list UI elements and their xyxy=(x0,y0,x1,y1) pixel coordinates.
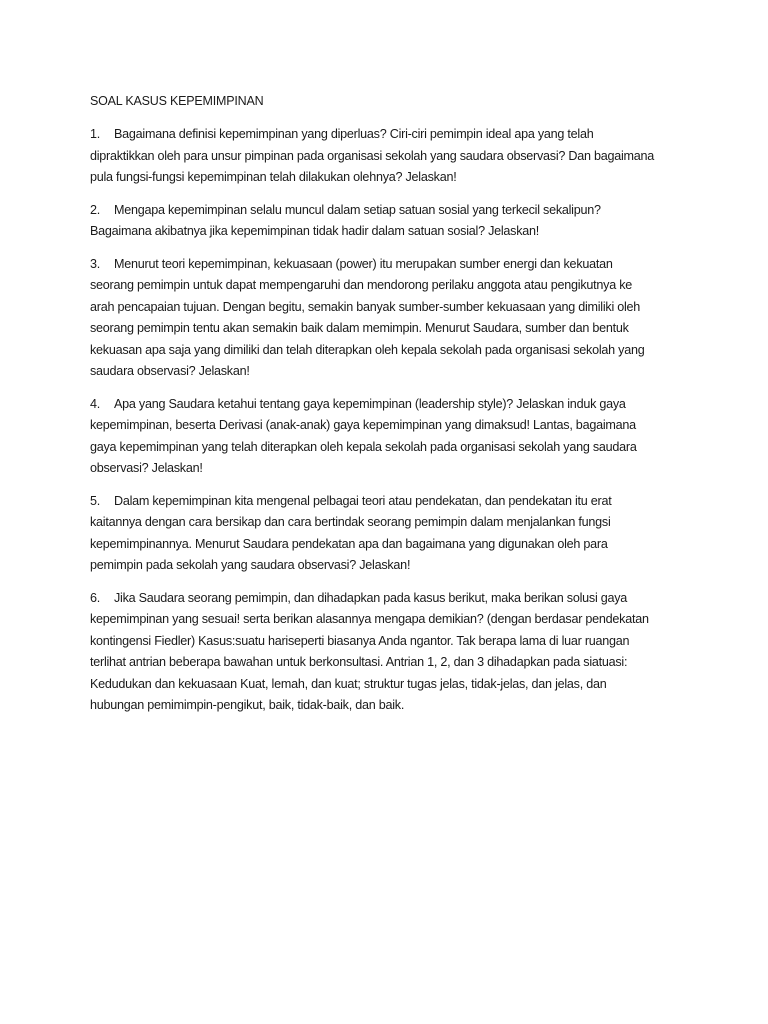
question-number: 4. xyxy=(90,396,101,411)
question-text: Bagaimana definisi kepemimpinan yang diperluas? Ciri-ciri pemimpin ideal apa yang telah xyxy=(114,127,594,141)
question-number: 6. xyxy=(90,590,101,605)
document-title: SOAL KASUS KEPEMIMPINAN xyxy=(90,94,264,108)
question-text: saudara observasi? Jelaskan! xyxy=(90,364,250,378)
question-line xyxy=(90,512,710,534)
question-text: observasi? Jelaskan! xyxy=(90,461,203,475)
question-line xyxy=(90,124,710,146)
question-line xyxy=(90,609,710,631)
question-2 xyxy=(90,200,710,243)
question-line xyxy=(90,340,710,362)
question-5 xyxy=(90,491,710,577)
question-line xyxy=(90,394,710,416)
question-line xyxy=(90,254,710,276)
question-line xyxy=(90,631,710,653)
question-text: Kedudukan dan kekuasaan Kuat, lemah, dan kuat; struktur tugas jelas, tidak-jelas, dan jelas, dan xyxy=(90,676,607,691)
question-line xyxy=(90,221,710,243)
question-line xyxy=(90,588,710,610)
question-line xyxy=(90,534,710,556)
document-page xyxy=(90,92,710,728)
question-text: kekuasan apa saja yang dimiliki dan telah diterapkan oleh kepala sekolah pada organisasi sekolah yang xyxy=(90,342,645,357)
question-text: kaitannya dengan cara bersikap dan cara bertindak seorang pemimpin dalam menjalankan fungsi xyxy=(90,515,611,529)
question-number: 2. xyxy=(90,202,101,217)
question-line xyxy=(90,415,710,437)
question-line xyxy=(90,695,710,717)
question-text: Mengapa kepemimpinan selalu muncul dalam setiap satuan sosial yang terkecil sekalipun? xyxy=(114,202,601,217)
question-line xyxy=(90,437,710,459)
question-line xyxy=(90,275,710,297)
question-text: seorang pemimpin tentu akan semakin baik dalam memimpin. Menurut Saudara, sumber dan bentuk xyxy=(90,321,629,335)
question-text: pemimpin pada sekolah yang saudara observasi? Jelaskan! xyxy=(90,558,411,572)
question-line xyxy=(90,167,710,189)
question-line xyxy=(90,318,710,340)
question-line xyxy=(90,458,710,480)
question-number: 5. xyxy=(90,493,101,508)
question-text: gaya kepemimpinan yang telah diterapkan oleh kepala sekolah pada organisasi sekolah yang saudara xyxy=(90,439,637,454)
question-text: Bagaimana akibatnya jika kepemimpinan tidak hadir dalam satuan sosial? Jelaskan! xyxy=(90,224,540,238)
question-text: Jika Saudara seorang pemimpin, dan dihadapkan pada kasus berikut, maka berikan solusi gaya xyxy=(114,590,628,605)
question-text: Menurut teori kepemimpinan, kekuasaan (power) itu merupakan sumber energi dan kekuatan xyxy=(114,256,613,271)
question-line xyxy=(90,674,710,696)
question-line xyxy=(90,555,710,577)
question-text: seorang pemimpin untuk dapat mempengaruhi dan mendorong perilaku anggota atau pengikutnya ke xyxy=(90,278,633,292)
question-line xyxy=(90,146,710,168)
question-text: dipraktikkan oleh para unsur pimpinan pada organisasi sekolah yang saudara observasi? Dan bagaimana xyxy=(90,148,655,163)
question-text: arah pencapaian tujuan. Dengan begitu, semakin banyak sumber-sumber kekuasaan yang dimiliki oleh xyxy=(90,299,641,314)
question-line xyxy=(90,491,710,513)
question-line xyxy=(90,652,710,674)
question-text: Dalam kepemimpinan kita mengenal pelbagai teori atau pendekatan, dan pendekatan itu erat xyxy=(114,493,612,508)
question-line xyxy=(90,200,710,222)
question-text: kontingensi Fiedler) Kasus:suatu hariseperti biasanya Anda ngantor. Tak berapa lama di luar ruangan xyxy=(90,633,630,648)
question-3 xyxy=(90,254,710,383)
question-line xyxy=(90,297,710,319)
question-line xyxy=(90,361,710,383)
question-number: 3. xyxy=(90,256,101,271)
question-text: kepemimpinannya. Menurut Saudara pendekatan apa dan bagaimana yang digunakan oleh para xyxy=(90,536,608,551)
question-list xyxy=(90,124,710,717)
question-number: 1. xyxy=(90,127,101,141)
question-text: kepemimpinan, beserta Derivasi (anak-anak) gaya kepemimpinan yang dimaksud! Lantas, bagaimana xyxy=(90,418,636,432)
question-1 xyxy=(90,124,710,189)
question-text: Apa yang Saudara ketahui tentang gaya kepemimpinan (leadership style)? Jelaskan induk gaya xyxy=(114,396,626,411)
question-4 xyxy=(90,394,710,480)
question-text: terlihat antrian beberapa bawahan untuk berkonsultasi. Antrian 1, 2, dan 3 dihadapkan pada siatuasi: xyxy=(90,655,628,669)
question-text: pula fungsi-fungsi kepemimpinan telah dilakukan olehnya? Jelaskan! xyxy=(90,170,457,184)
question-text: kepemimpinan yang sesuai! serta berikan alasannya mengapa demikian? (dengan berdasar pendekatan xyxy=(90,612,649,626)
question-text: hubungan pemimimpin-pengikut, baik, tidak-baik, dan baik. xyxy=(90,698,405,712)
question-6 xyxy=(90,588,710,717)
